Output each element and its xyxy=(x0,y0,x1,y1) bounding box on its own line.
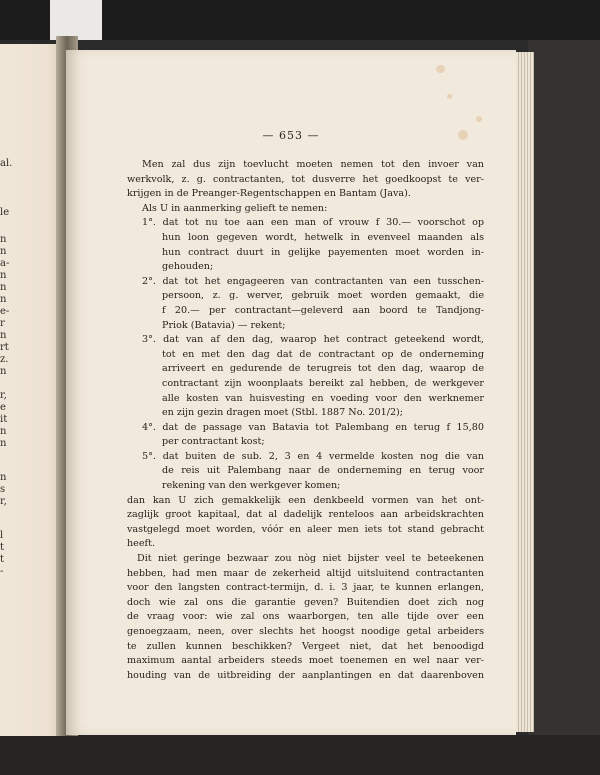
text-line: te zullen kunnen beschikken? Vergeet niet, dat het benoodigd xyxy=(127,640,484,652)
text-line: genoegzaam, neen, over slechts het hoogst noodige getal arbeiders xyxy=(127,626,484,637)
text-line: persoon, z. g. werver, gebruik moet worden gemaakt, die xyxy=(162,290,484,302)
left-page-fragment: it xyxy=(0,414,8,425)
text-line: Priok (Batavia) — rekent; xyxy=(162,319,286,331)
left-page-fragment: le xyxy=(0,207,10,218)
left-page-fragment: n xyxy=(0,366,7,377)
text-line: Dit niet geringe bezwaar zou nòg niet bijster veel te beteekenen xyxy=(137,553,484,565)
left-page-fragment: n xyxy=(0,234,7,245)
left-page-fragment: r xyxy=(0,318,5,329)
left-page-fragment: t xyxy=(0,542,5,553)
left-page-fragment: t xyxy=(0,554,5,565)
bottom-background xyxy=(0,735,600,775)
text-line: 3°. dat van af den dag, waarop het contract geteekend wordt, xyxy=(142,334,484,346)
text-line: contractant zijn woonplaats bereikt zal hebben, de werkgever xyxy=(162,377,484,389)
left-page-fragment: - xyxy=(0,566,4,577)
text-line: hun loon gegeven wordt, hetwelk in evenveel maanden als xyxy=(162,231,484,243)
left-page-fragment: z. xyxy=(0,354,9,365)
left-page-fragment: n xyxy=(0,330,7,341)
left-page-fragment: e xyxy=(0,402,6,413)
text-line: hebben, had men maar de zekerheid altijd uitsluitend contractanten xyxy=(127,567,484,579)
left-page-fragment: r, xyxy=(0,496,7,507)
text-line: vastgelegd moet worden, vóór en aleer men iets tot stand gebracht xyxy=(127,523,484,535)
right-page xyxy=(66,50,516,735)
left-page-fragment: n xyxy=(0,270,7,281)
left-page-fragment: s xyxy=(0,484,6,495)
left-page-fragment: al. xyxy=(0,158,13,169)
text-line: maximum aantal arbeiders steeds moet toenemen en wel naar ver- xyxy=(127,655,484,667)
text-line: arriveert en gedurende de terugreis tot den dag, waarop de xyxy=(162,363,484,375)
text-line: f 20.— per contractant—geleverd aan boord te Tandjong- xyxy=(162,304,484,316)
text-line: werkvolk, z. g. contractanten, tot dusverre het goedkoopst te ver- xyxy=(127,173,484,185)
text-line: dan kan U zich gemakkelijk een denkbeeld vormen van het ont- xyxy=(127,494,484,506)
foxing-spot xyxy=(436,65,445,73)
book-cover-right xyxy=(528,40,600,775)
top-background xyxy=(0,0,600,40)
left-page-fragment: l xyxy=(0,530,4,541)
left-page-fragment: n xyxy=(0,294,7,305)
text-line: houding van de uitbreiding der aanplantingen en dat daarenboven xyxy=(127,669,484,681)
left-page-fragment: n xyxy=(0,246,7,257)
text-line: doch wie zal ons die garantie geven? Buitendien doet zich nog xyxy=(127,596,484,608)
text-line: rekening van den werkgever komen; xyxy=(162,480,341,492)
text-line: en zijn gezin dragen moet (Stbl. 1887 No. 201/2); xyxy=(162,407,404,419)
text-line: 5°. dat buiten de sub. 2, 3 en 4 vermelde kosten nog die van xyxy=(142,450,484,462)
text-line: Als U in aanmerking gelieft te nemen: xyxy=(142,202,328,214)
foxing-spot xyxy=(447,94,452,99)
left-page-fragment: a- xyxy=(0,258,10,269)
left-page-fragment: n xyxy=(0,438,7,449)
page-number: — 653 — xyxy=(262,129,320,142)
text-line: alle kosten van huisvesting en voeding voor den werknemer xyxy=(162,392,484,404)
left-page-fragment: rt xyxy=(0,342,9,353)
paper-strip xyxy=(50,0,102,40)
text-line: zaglijk groot kapitaal, dat al dadelijk renteloos aan arbeidskrachten xyxy=(127,509,484,521)
text-line: tot en met den dag dat de contractant op de onderneming xyxy=(162,348,484,360)
text-line: 1°. dat tot nu toe aan een man of vrouw f 30.— voorschot op xyxy=(142,217,484,229)
text-line: 2°. dat tot het engageeren van contractanten van een tusschen- xyxy=(142,275,484,287)
text-line: krijgen in de Preanger-Regentschappen en Bantam (Java). xyxy=(127,188,411,200)
text-line: gehouden; xyxy=(162,261,214,273)
text-line: Men zal dus zijn toevlucht moeten nemen tot den invoer van xyxy=(142,159,484,170)
text-line: 4°. dat de passage van Batavia tot Palembang en terug f 15,80 xyxy=(142,421,484,433)
page-body xyxy=(127,158,484,683)
left-page-fragment: e- xyxy=(0,306,10,317)
text-line: de vraag voor: wie zal ons waarborgen, ten alle tijde over een xyxy=(127,611,484,623)
text-line: voor den langsten contract-termijn, d. i. 3 jaar, te kunnen erlangen, xyxy=(127,582,484,594)
left-page-fragment: n xyxy=(0,282,7,293)
left-page-fragment: r, xyxy=(0,390,7,401)
text-line: heeft. xyxy=(127,538,155,550)
text-line: de reis uit Palembang naar de onderneming en terug voor xyxy=(162,465,484,477)
left-page-fragment: n xyxy=(0,426,7,437)
text-line: hun contract duurt in gelijke payementen moet worden in- xyxy=(162,246,484,258)
foxing-spot xyxy=(476,116,482,122)
text-line: per contractant kost; xyxy=(162,436,265,448)
left-page-fragment: n xyxy=(0,472,7,483)
